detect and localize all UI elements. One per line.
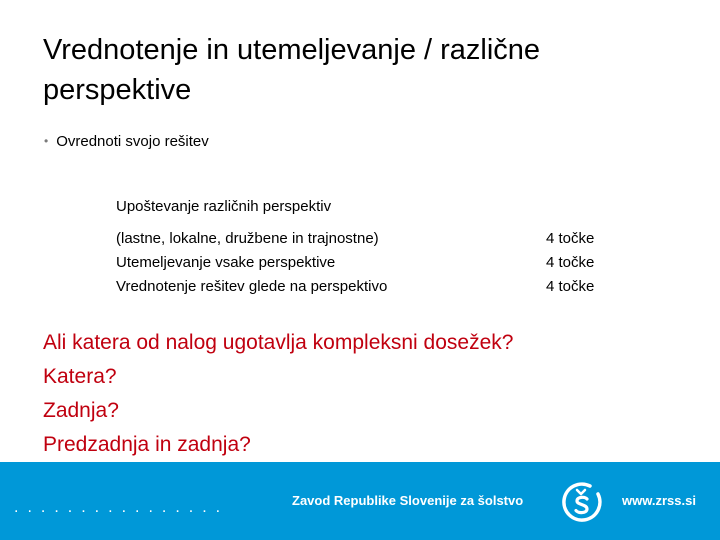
zrss-s-logo-icon bbox=[560, 480, 604, 524]
criteria-heading: Upoštevanje različnih perspektiv bbox=[116, 198, 332, 215]
bullet-text: Ovrednoti svojo rešitev bbox=[56, 133, 209, 150]
footer-bar bbox=[0, 462, 720, 540]
criteria-points: 4 točke bbox=[546, 229, 595, 247]
criteria-points: 4 točke bbox=[546, 277, 595, 295]
question-line: Zadnja? bbox=[43, 399, 119, 422]
slide-title: Vrednotenje in utemeljevanje / različne perspektive bbox=[43, 34, 541, 106]
organization-name: Zavod Republike Slovenije za šolstvo bbox=[292, 493, 524, 508]
footer-dots: ................ bbox=[14, 499, 230, 516]
question-line: Ali katera od nalog ugotavlja kompleksni dosežek? bbox=[43, 331, 514, 354]
table-row bbox=[116, 226, 616, 250]
table-row bbox=[116, 250, 616, 274]
table-row bbox=[116, 274, 616, 298]
website-url: www.zrss.si bbox=[622, 493, 696, 508]
criteria-table bbox=[116, 226, 616, 298]
question-line: Predzadnja in zadnja? bbox=[43, 433, 251, 456]
questions-block bbox=[43, 326, 513, 462]
bullet-dot-icon: • bbox=[44, 134, 49, 148]
criteria-text: Vrednotenje rešitev glede na perspektivo bbox=[116, 277, 388, 295]
criteria-text: (lastne, lokalne, družbene in trajnostne) bbox=[116, 229, 379, 247]
bullet-item bbox=[44, 133, 209, 150]
criteria-points: 4 točke bbox=[546, 253, 595, 271]
criteria-text: Utemeljevanje vsake perspektive bbox=[116, 253, 336, 271]
question-line: Katera? bbox=[43, 365, 117, 388]
